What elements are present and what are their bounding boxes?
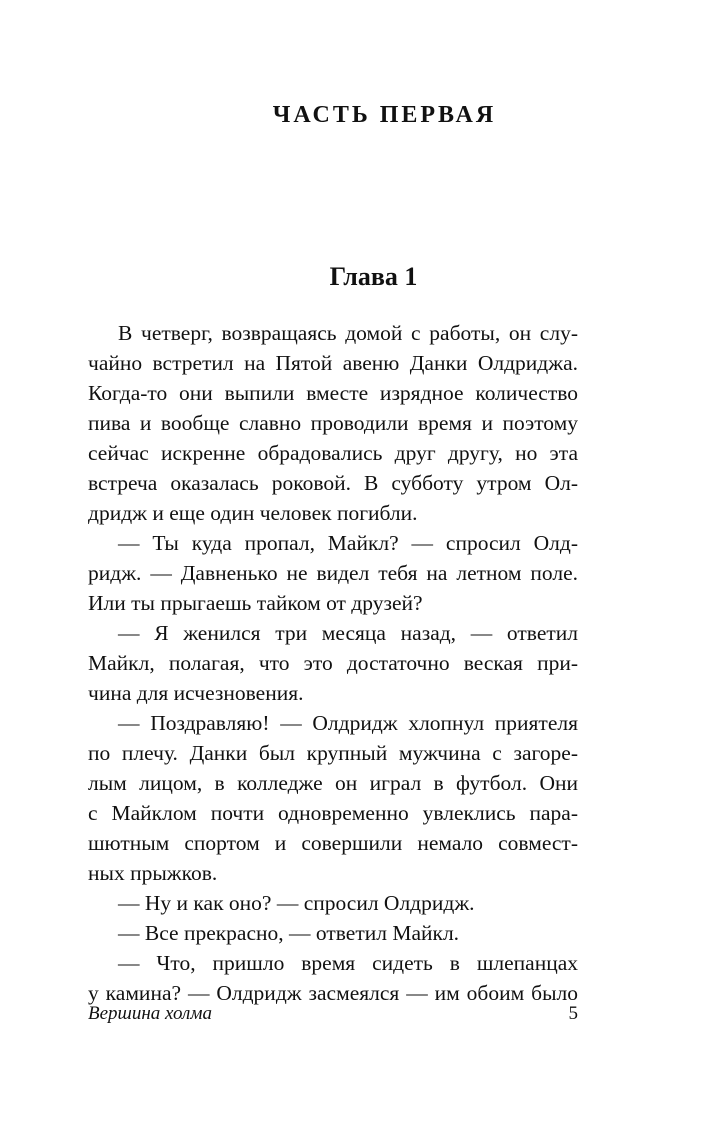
text-line: — Все прекрасно, — ответил Майкл. [118, 921, 460, 945]
chapter-title: Глава 1 [329, 262, 418, 291]
text-line: пива и вообще славно проводили время и поэтому [88, 411, 578, 435]
text-line: — Что, пришло время сидеть в шлепанцах [118, 951, 578, 975]
text-line: ных прыжков. [88, 861, 218, 885]
part-title: ЧАСТЬ ПЕРВАЯ [272, 102, 497, 128]
text-line: с Майклом почти одновременно увлеклись пара- [88, 801, 578, 825]
text-line: Или ты прыгаешь тайком от друзей? [88, 591, 423, 615]
text-line: — Ну и как оно? — спросил Олдридж. [118, 891, 475, 915]
text-line: — Ты куда пропал, Майкл? — спросил Олд- [118, 531, 578, 555]
page-number: 5 [568, 1003, 578, 1024]
text-line: чина для исчезновения. [88, 681, 304, 705]
text-line: сейчас искренне обрадовались друг другу, но эта [88, 441, 578, 465]
body-text [88, 318, 578, 1008]
text-line: В четверг, возвращаясь домой с работы, он слу- [118, 321, 578, 345]
text-line: — Я женился три месяца назад, — ответил [118, 621, 578, 645]
text-line: Майкл, полагая, что это достаточно веская при- [88, 651, 578, 675]
text-line: встреча оказалась роковой. В субботу утром Ол- [88, 471, 578, 495]
text-line: лым лицом, в колледже он играл в футбол. Они [88, 771, 578, 795]
text-line: чайно встретил на Пятой авеню Данки Олдриджа. [88, 351, 578, 375]
running-footer-title: Вершина холма [88, 1003, 212, 1024]
text-line: по плечу. Данки был крупный мужчина с загоре- [88, 741, 578, 765]
text-line: ридж. — Давненько не видел тебя на летном поле. [88, 561, 578, 585]
text-line: у камина? — Олдридж засмеялся — им обоим было [88, 981, 578, 1005]
text-line: — Поздравляю! — Олдридж хлопнул приятеля [118, 711, 578, 735]
text-line: Когда-то они выпили вместе изрядное количество [88, 381, 578, 405]
text-line: шютным спортом и совершили немало совмест- [88, 831, 578, 855]
text-line: дридж и еще один человек погибли. [88, 501, 418, 525]
